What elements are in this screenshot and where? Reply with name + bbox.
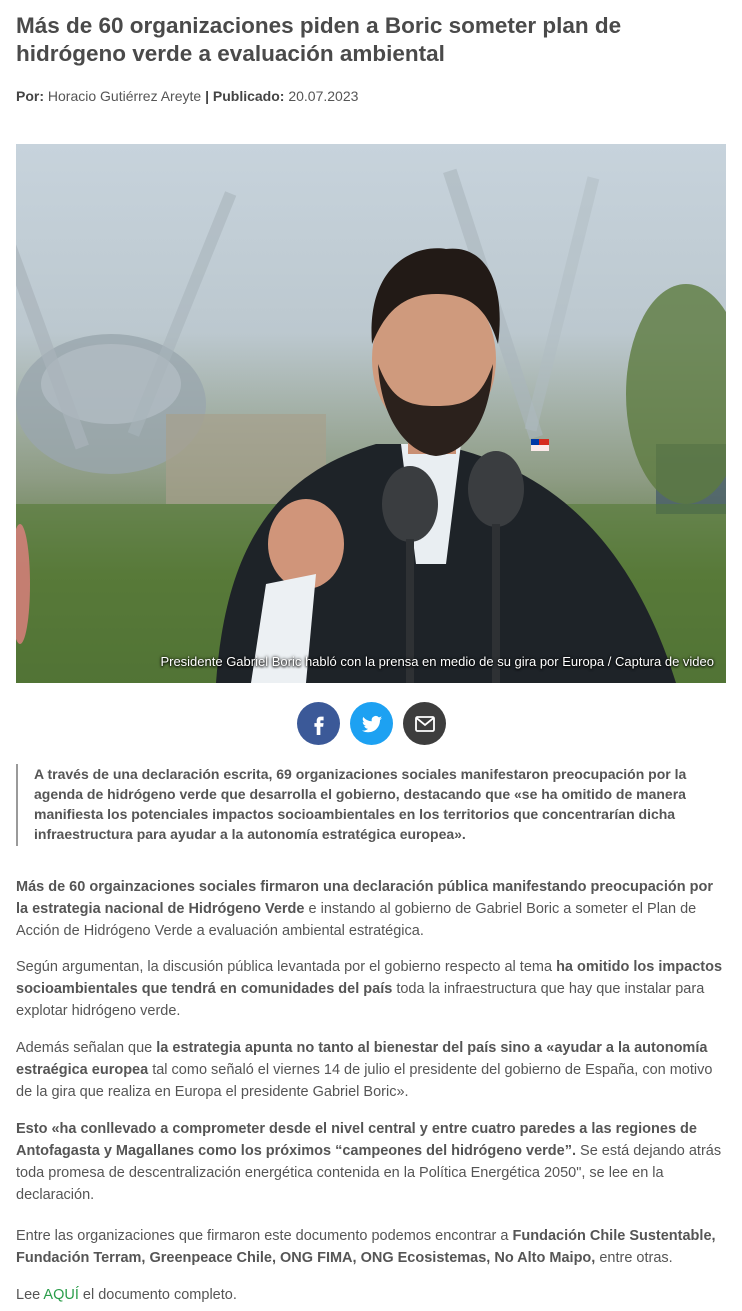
twitter-share-button[interactable]	[350, 702, 393, 745]
paragraph-6-text-1: Lee	[16, 1287, 44, 1303]
image-caption: Presidente Gabriel Boric habló con la prensa en medio de su gira por Europa / Captura de video	[160, 654, 714, 669]
email-icon	[413, 712, 437, 736]
paragraph-2-text-1: Según argumentan, la discusión pública levantada por el gobierno respecto al tema	[16, 959, 557, 975]
article-lead: A través de una declaración escrita, 69 organizaciones sociales manifestaron preocupación por la agenda de hidrógeno verde que desarrolla el gobierno, destacando que «se ha omitido de manera manifiesta los potenciales impactos socioambientales en los territorios que concentrarían dicha infraestructura para ayudar a la autonomía estratégica europea».	[16, 764, 706, 846]
facebook-share-button[interactable]	[297, 702, 340, 745]
author-label: Por:	[16, 88, 44, 104]
paragraph-2	[16, 956, 728, 1022]
paragraph-4	[16, 1118, 728, 1206]
paragraph-5-text-1: Entre las organizaciones que firmaron este documento podemos encontrar a	[16, 1228, 513, 1244]
paragraph-2-bold: ha omitido los impactos socioambientales que tendrá en comunidades del país	[16, 959, 723, 997]
hero-photo-illustration	[16, 144, 726, 683]
byline	[16, 87, 358, 105]
paragraph-3-bold: la estrategia apunta no tanto al bienestar del país sino a «ayudar a la autonomía estraégica europea	[16, 1040, 708, 1078]
twitter-icon	[361, 713, 383, 735]
share-bar	[297, 702, 446, 745]
author-name: Horacio Gutiérrez Areyte	[47, 88, 202, 104]
paragraph-1-text: e instando al gobierno de Gabriel Boric a someter el Plan de Acción de Hidrógeno Verde a evaluación ambiental estratégica.	[16, 901, 697, 939]
published-label: Publicado:	[212, 88, 285, 104]
paragraph-5-text-2: entre otras.	[595, 1250, 673, 1266]
article-title: Más de 60 organizaciones piden a Boric someter plan de hidrógeno verde a evaluación ambiental	[16, 13, 622, 66]
paragraph-3	[16, 1037, 728, 1103]
paragraph-3-text-2: tal como señaló el viernes 14 de julio el presidente del gobierno de España, con motivo de la gira que realiza en Europa el presidente Gabriel Boric».	[16, 1062, 713, 1100]
document-link[interactable]: AQUÍ	[43, 1287, 79, 1303]
paragraph-5	[16, 1225, 728, 1269]
email-share-button[interactable]	[403, 702, 446, 745]
facebook-icon	[308, 713, 330, 735]
paragraph-4-text: Se está dejando atrás toda promesa de descentralización energética contenida en la Política Energética 2050", se lee en la declaración.	[16, 1143, 722, 1203]
paragraph-5-bold: Fundación Chile Sustentable, Fundación Terram, Greenpeace Chile, ONG FIMA, ONG Ecosistemas, No Alto Maipo,	[16, 1228, 716, 1266]
paragraph-6-text-2: el documento completo.	[78, 1287, 237, 1303]
byline-separator: |	[205, 88, 209, 104]
paragraph-4-bold: Esto «ha conllevado a comprometer desde el nivel central y entre cuatro paredes a las regiones de Antofagasta y Magallanes como los próximos “campeones del hidrógeno verde”.	[16, 1121, 697, 1159]
paragraph-1-bold: Más de 60 orgainzaciones sociales firmaron una declaración pública manifestando preocupación por la estrategia nacional de Hidrógeno Verde	[16, 879, 713, 917]
published-date: 20.07.2023	[288, 88, 359, 104]
paragraph-6	[16, 1284, 728, 1306]
paragraph-2-text-2: toda la infraestructura que hay que instalar para explotar hidrógeno verde.	[16, 981, 705, 1019]
paragraph-1	[16, 876, 728, 942]
paragraph-3-text-1: Además señalan que	[16, 1040, 157, 1056]
hero-image	[16, 144, 726, 683]
